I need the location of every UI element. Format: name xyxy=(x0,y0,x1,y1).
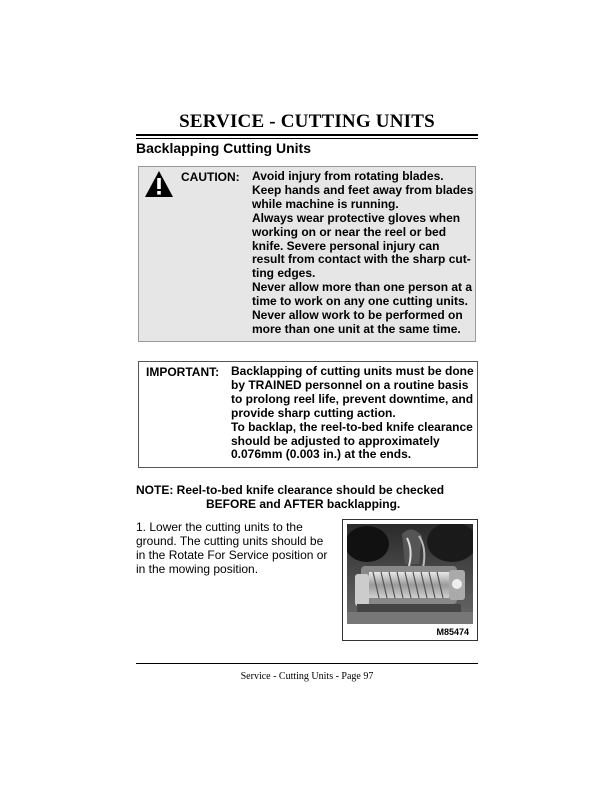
step-line: ground. The cutting units should be xyxy=(136,534,324,548)
important-line: to prolong reel life, prevent downtime, and xyxy=(231,391,474,406)
caution-line: more than one unit at the same time. xyxy=(252,321,461,336)
caution-line: Always wear protective gloves when xyxy=(252,210,461,225)
important-text xyxy=(231,365,476,462)
photo-label: M85474 xyxy=(436,627,469,637)
caution-line: working on or near the reel or bed xyxy=(252,224,447,239)
important-line: To backlap, the reel-to-bed knife clearance xyxy=(231,419,473,434)
title-rule-top xyxy=(136,134,478,136)
important-line: provide sharp cutting action. xyxy=(231,405,396,420)
important-line: by TRAINED personnel on a routine basis xyxy=(231,377,469,392)
warning-triangle-icon xyxy=(144,170,174,198)
caution-line: ting edges. xyxy=(252,266,316,281)
caution-line: Keep hands and feet away from blades xyxy=(252,182,474,197)
cutting-unit-photo xyxy=(342,519,478,641)
caution-line: Never allow more than one person at a xyxy=(252,280,473,295)
page-title: SERVICE - CUTTING UNITS xyxy=(179,111,435,132)
step-line: 1. Lower the cutting units to the xyxy=(136,520,303,534)
note-line-2: BEFORE and AFTER backlapping. xyxy=(206,497,401,511)
caution-label: CAUTION: xyxy=(181,170,240,184)
caution-line: Avoid injury from rotating blades. xyxy=(252,169,444,183)
caution-box xyxy=(138,166,476,342)
step-1-text xyxy=(136,520,336,576)
important-line: 0.076mm (0.003 in.) at the ends. xyxy=(231,447,412,462)
page-footer: Service - Cutting Units - Page 97 xyxy=(240,671,374,682)
important-line: should be adjusted to approximately xyxy=(231,433,440,448)
note-line-1: NOTE: Reel-to-bed knife clearance should be checked xyxy=(136,483,445,497)
step-line: in the mowing position. xyxy=(136,562,259,576)
caution-line: time to work on any one cutting units. xyxy=(252,294,469,309)
important-box xyxy=(138,361,478,468)
step-line: in the Rotate For Service position or xyxy=(136,548,328,562)
caution-line: result from contact with the sharp cut- xyxy=(252,252,471,267)
caution-text xyxy=(252,170,472,337)
caution-line: knife. Severe personal injury can xyxy=(252,238,440,253)
caution-line: Never allow work to be performed on xyxy=(252,308,463,323)
caution-line: while machine is running. xyxy=(252,196,399,211)
important-label: IMPORTANT: xyxy=(146,365,220,379)
title-rule-bottom xyxy=(136,138,478,139)
section-heading: Backlapping Cutting Units xyxy=(136,140,311,156)
note xyxy=(136,483,444,511)
important-line: Backlapping of cutting units must be done xyxy=(231,364,474,378)
cutting-unit-illustration xyxy=(347,524,473,624)
footer-rule xyxy=(136,663,478,664)
